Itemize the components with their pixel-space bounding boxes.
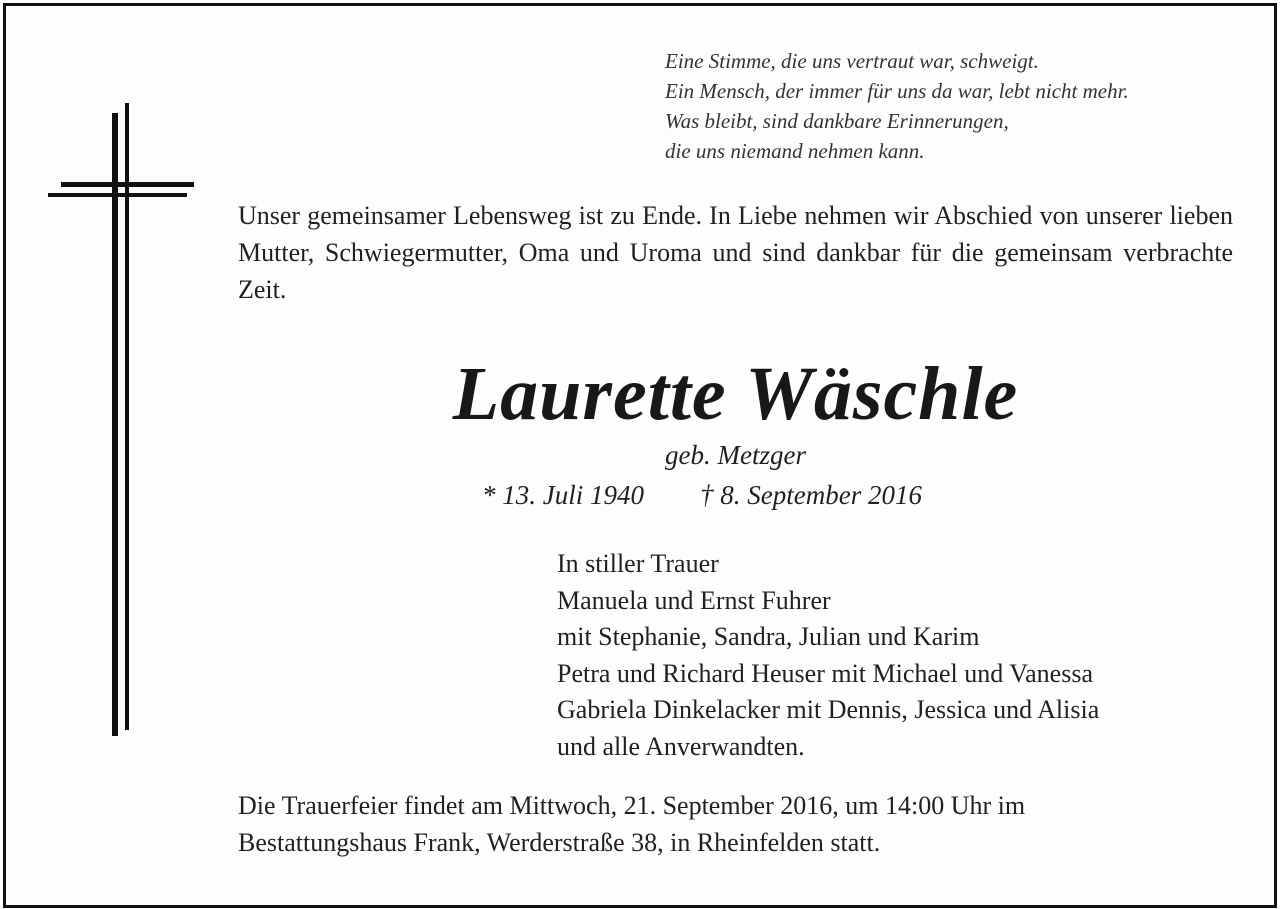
service-line: Bestattungshaus Frank, Werderstraße 38, in Rheinfelden statt.: [238, 828, 881, 857]
mourners-list: [557, 546, 1099, 766]
mourner-line: Manuela und Ernst Fuhrer: [557, 585, 831, 615]
intro-paragraph: Unser gemeinsamer Lebensweg ist zu Ende. In Liebe nehmen wir Abschied von unserer lieben Mutter, Schwiegermutter, Oma und Uroma und sind dankbar für die gemeinsam verbrachte Zeit.: [238, 201, 1233, 304]
birth-date: * 13. Juli 1940: [482, 480, 644, 510]
mourner-line: und alle Anverwandten.: [557, 731, 805, 761]
poem-line: Eine Stimme, die uns vertraut war, schweigt.: [665, 49, 1039, 73]
maiden-name: geb. Metzger: [665, 440, 806, 470]
deceased-name: Laurette Wäschle: [452, 352, 1019, 436]
poem-line: die uns niemand nehmen kann.: [665, 139, 925, 163]
funeral-service-notice: [238, 787, 1233, 861]
memorial-poem: [665, 46, 1129, 166]
service-line: Die Trauerfeier findet am Mittwoch, 21. September 2016, um 14:00 Uhr im: [238, 791, 1026, 820]
mourner-line: mit Stephanie, Sandra, Julian und Karim: [557, 622, 980, 652]
mourner-line: Gabriela Dinkelacker mit Dennis, Jessica und Alisia: [557, 695, 1100, 725]
poem-line: Ein Mensch, der immer für uns da war, lebt nicht mehr.: [665, 79, 1129, 103]
death-date: † 8. September 2016: [700, 480, 922, 510]
mourner-line: Petra und Richard Heuser mit Michael und Vanessa: [557, 658, 1093, 688]
mourner-line: In stiller Trauer: [557, 549, 719, 578]
poem-line: Was bleibt, sind dankbare Erinnerungen,: [665, 109, 1009, 133]
life-dates: [482, 478, 922, 512]
